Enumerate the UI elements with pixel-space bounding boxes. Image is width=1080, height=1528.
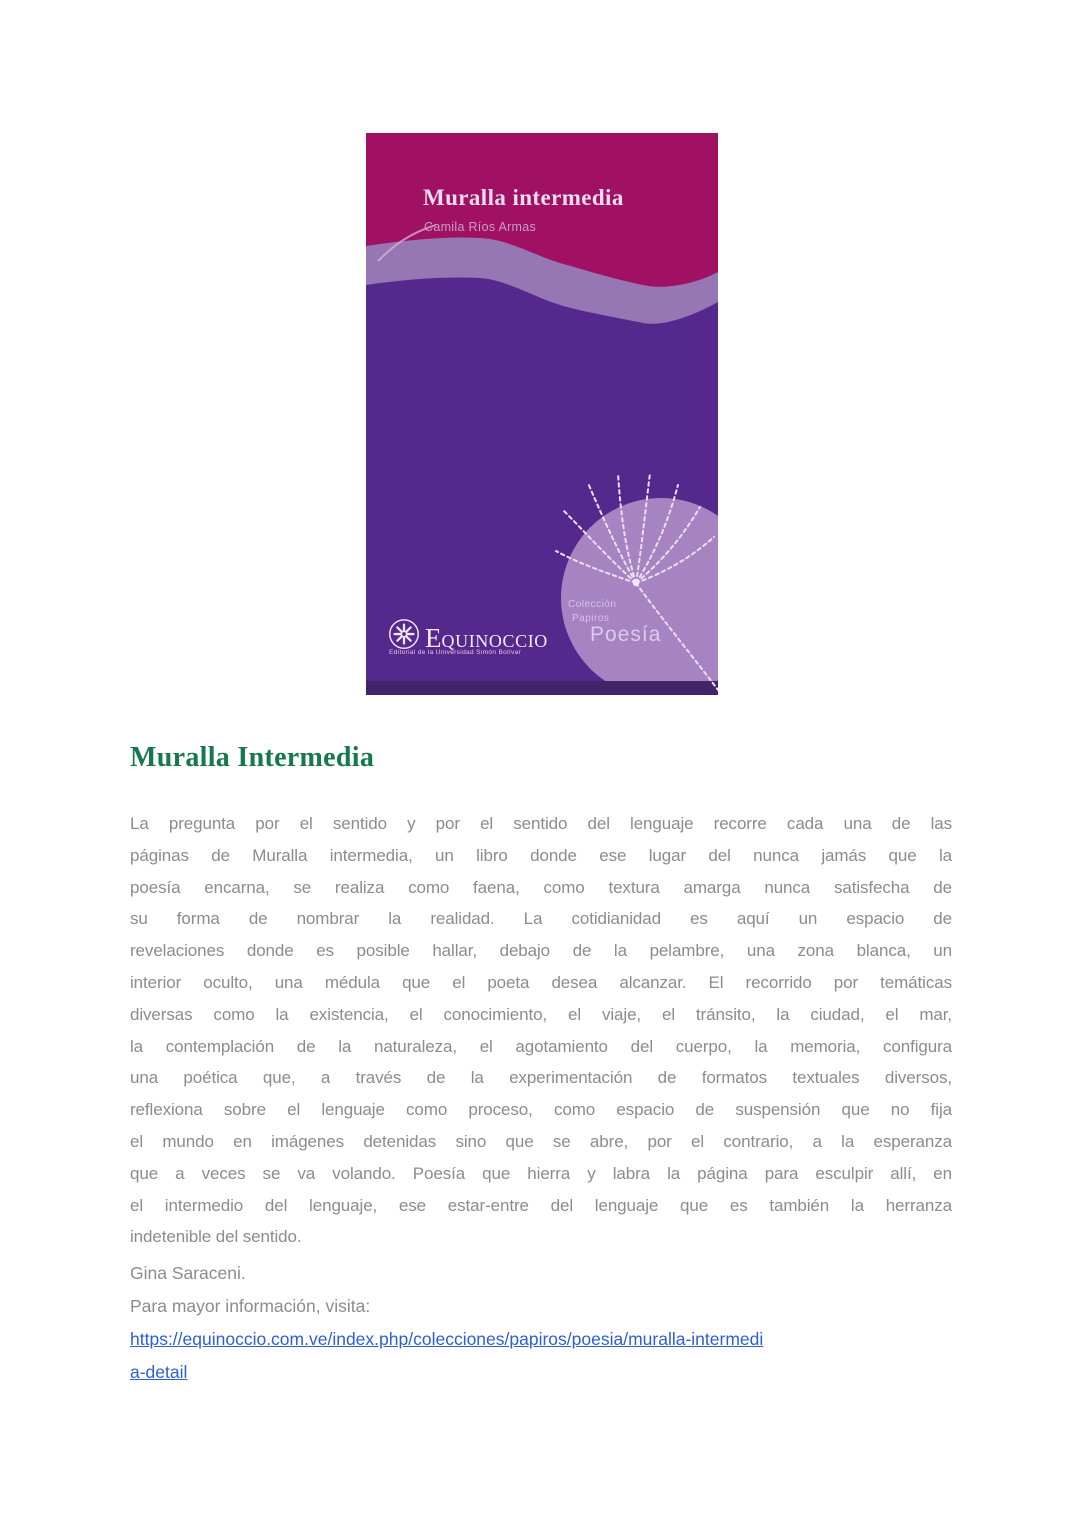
paragraph-line: La pregunta por el sentido y por el sentido del lenguaje recorre cada una de las — [130, 814, 952, 833]
paragraph-line: que a veces se va volando. Poesía que hierra y labra la página para esculpir allí, en — [130, 1163, 952, 1183]
paragraph-line: diversas como la existencia, el conocimiento, el viaje, el tránsito, la ciudad, el mar, — [130, 1004, 952, 1024]
book-page-link-line1: https://equinoccio.com.ve/index.php/colecciones/papiros/poesia/muralla-intermedi — [130, 1329, 764, 1349]
paragraph-line: poesía encarna, se realiza como faena, como textura amarga nunca satisfecha de — [130, 877, 952, 897]
byline: Gina Saraceni. — [130, 1263, 246, 1283]
paragraph-line: su forma de nombrar la realidad. La cotidianidad es aquí un espacio de — [130, 909, 952, 929]
paragraph-line: el intermedio del lenguaje, ese estar-entre del lenguaje que es también la herranza — [130, 1195, 952, 1215]
publisher-name — [425, 625, 548, 652]
cover-bottom-strip — [366, 681, 718, 695]
paragraph-line: indetenible del sentido. — [130, 1227, 302, 1247]
book-cover-image — [366, 133, 718, 695]
collection-series: Papiros — [572, 613, 610, 624]
paragraph-line: una poética que, a través de la experimentación de formatos textuales diversos, — [130, 1068, 952, 1088]
paragraph-line: reflexiona sobre el lenguaje como proceso, como espacio de suspensión que no fija — [130, 1100, 952, 1120]
dandelion-center-dot — [633, 580, 639, 586]
publisher-subtext: Editorial de la Universidad Simón Bolívar — [389, 649, 522, 656]
paragraph-line: la contemplación de la naturaleza, el agotamiento del cuerpo, la memoria, configura — [130, 1036, 952, 1056]
book-page-link-line2: a-detail — [130, 1362, 188, 1382]
collection-genre: Poesía — [590, 623, 662, 646]
info-label: Para mayor información, visita: — [130, 1296, 371, 1316]
cover-author: Camila Ríos Armas — [424, 220, 537, 234]
publisher-name-initial: E — [425, 623, 442, 653]
paragraph-line: páginas de Muralla intermedia, un libro donde ese lugar del nunca jamás que la — [130, 845, 952, 865]
publisher-name-rest: QUINOCCIO — [441, 631, 548, 651]
equinoccio-flower-icon — [386, 617, 422, 653]
page-title: Muralla Intermedia — [130, 742, 375, 773]
cover-title: Muralla intermedia — [423, 185, 624, 210]
publisher-logo — [386, 611, 548, 652]
paragraph-line: revelaciones donde es posible hallar, debajo de la pelambre, una zona blanca, un — [130, 941, 952, 961]
paragraph-line: el mundo en imágenes detenidas sino que se abre, por el contrario, a la esperanza — [130, 1131, 952, 1151]
paragraph-line: interior oculto, una médula que el poeta desea alcanzar. El recorrido por temáticas — [130, 972, 952, 992]
book-page-link[interactable] — [130, 1323, 952, 1389]
book-description-paragraph — [130, 808, 952, 1253]
footer-block — [130, 1257, 952, 1389]
collection-label: Colección — [568, 599, 617, 610]
